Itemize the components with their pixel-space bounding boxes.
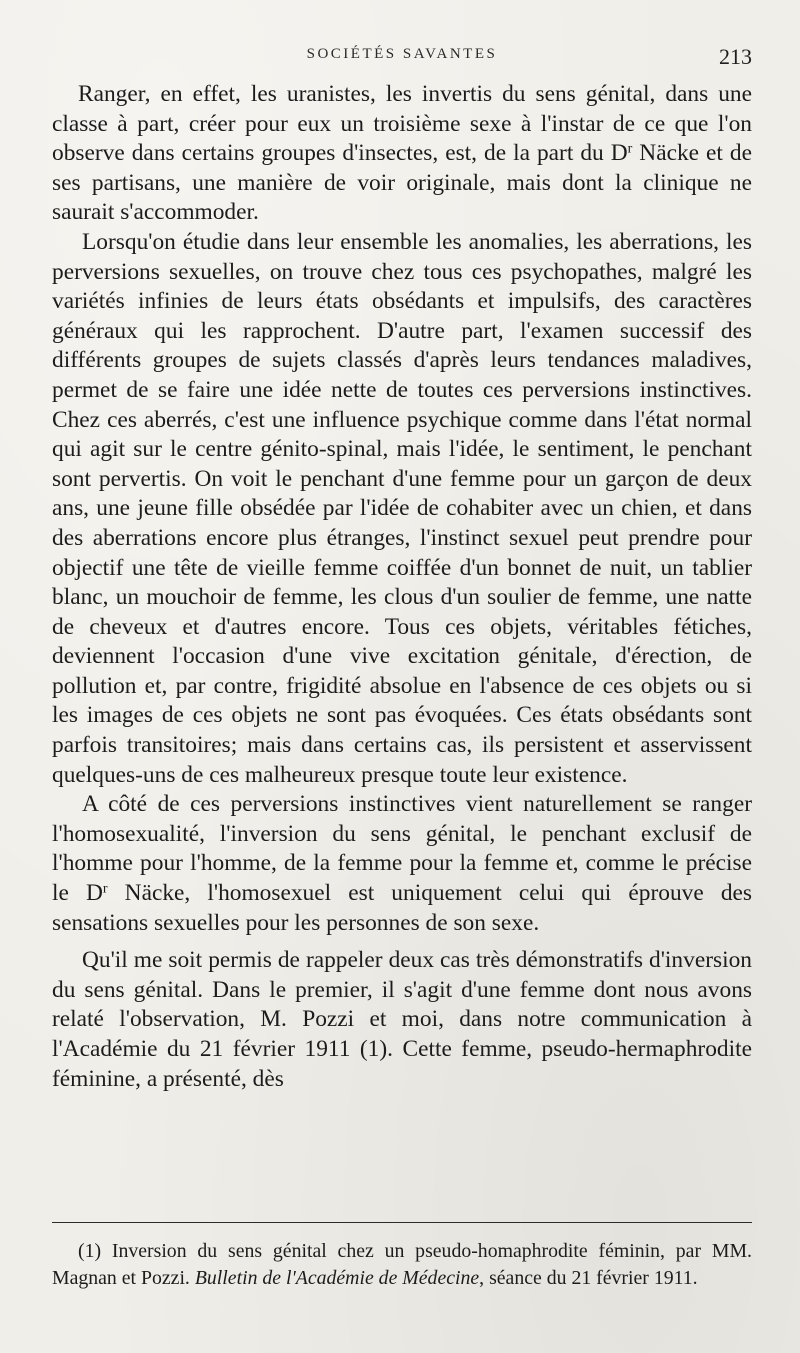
paragraph-3 [52,790,752,938]
footnote [52,1238,752,1292]
footnote-text: (1) Inversion du sens génital chez un pseudo-homaphrodite féminin, par MM. Magnan et Pozzi. [52,1240,752,1289]
page-header [52,44,752,74]
paragraph-1-text-b: Näcke et de ses partisans, une manière de voir originale, mais dont la clinique ne saurait s'accommoder. [52,140,752,226]
paragraph-1 [52,80,752,228]
footnote-tail: , séance du 21 février 1911. [479,1267,698,1289]
paragraph-3-text-b: Näcke, l'homosexuel est uniquement celui qui éprouve des sensations sexuelles pour les personnes de son sexe. [52,880,753,936]
footnote-divider [52,1222,752,1223]
page-number: 213 [719,44,752,69]
paragraph-3-superscript: r [102,880,108,897]
paragraph-4: Qu'il me soit permis de rappeler deux cas très démonstratifs d'inversion du sens génital. Dans le premier, il s'agit d'une femme dont nous avons relaté l'observation, M. Pozzi et moi, dans notre communication à l'Académie du 21 février 1911 (1). Cette femme, pseudo-hermaphrodite féminine, a présenté, dès [52,947,752,1092]
paragraph-3-text-a: A côté de ces perversions instinctives vient naturellement se ranger l'homosexualité, l'inversion du sens génital, le penchant exclusif de l'homme pour l'homme, de la femme pour la femme et, comme le précise le D [52,791,752,907]
paragraph-1-superscript: r [627,140,633,157]
running-head: SOCIÉTÉS SAVANTES [306,46,498,62]
footnote-journal-title: Bulletin de l'Académie de Médecine [194,1267,480,1289]
body-text [52,80,752,1094]
paragraph-1-text-a: Ranger, en effet, les uranistes, les invertis du sens génital, dans une classe à part, créer pour eux un troisième sexe à l'instar de ce que l'on observe dans certains groupes d'insectes, est, de la part du D [52,81,752,167]
paragraph-2: Lorsqu'on étudie dans leur ensemble les anomalies, les aberrations, les perversions sexuelles, on trouve chez tous ces psychopathes, malgré les variétés infinies de leurs états obsédants et impulsifs, des caractères généraux qui les rapprochent. D'autre part, l'examen successif des différents groupes de sujets classés d'après leurs tendances maladives, permet de se faire une idée nette de toutes ces perversions instinctives. Chez ces aberrés, c'est une influence psychique comme dans l'état normal qui agit sur le centre génito-spinal, mais l'idée, le sentiment, le penchant sont pervertis. On voit le penchant d'une femme pour un garçon de deux ans, une jeune fille obsédée par l'idée de cohabiter avec un chien, et dans des aberrations encore plus étranges, l'instinct sexuel peut prendre pour objectif une tête de vieille femme coiffée d'un bonnet de nuit, un tablier blanc, un mouchoir de femme, les clous d'un soulier de femme, une natte de cheveux et d'autres encore. Tous ces objets, véritables fétiches, deviennent l'occasion d'une vive excitation génitale, d'érection, de pollution et, par contre, frigidité absolue en l'absence de ces objets ou si les images de ces objets ne sont pas évoquées. Ces états obsédants sont parfois transitoires; mais dans certains cas, ils persistent et asservissent quelques-uns de ces malheureux presque toute leur existence. [52,228,752,788]
